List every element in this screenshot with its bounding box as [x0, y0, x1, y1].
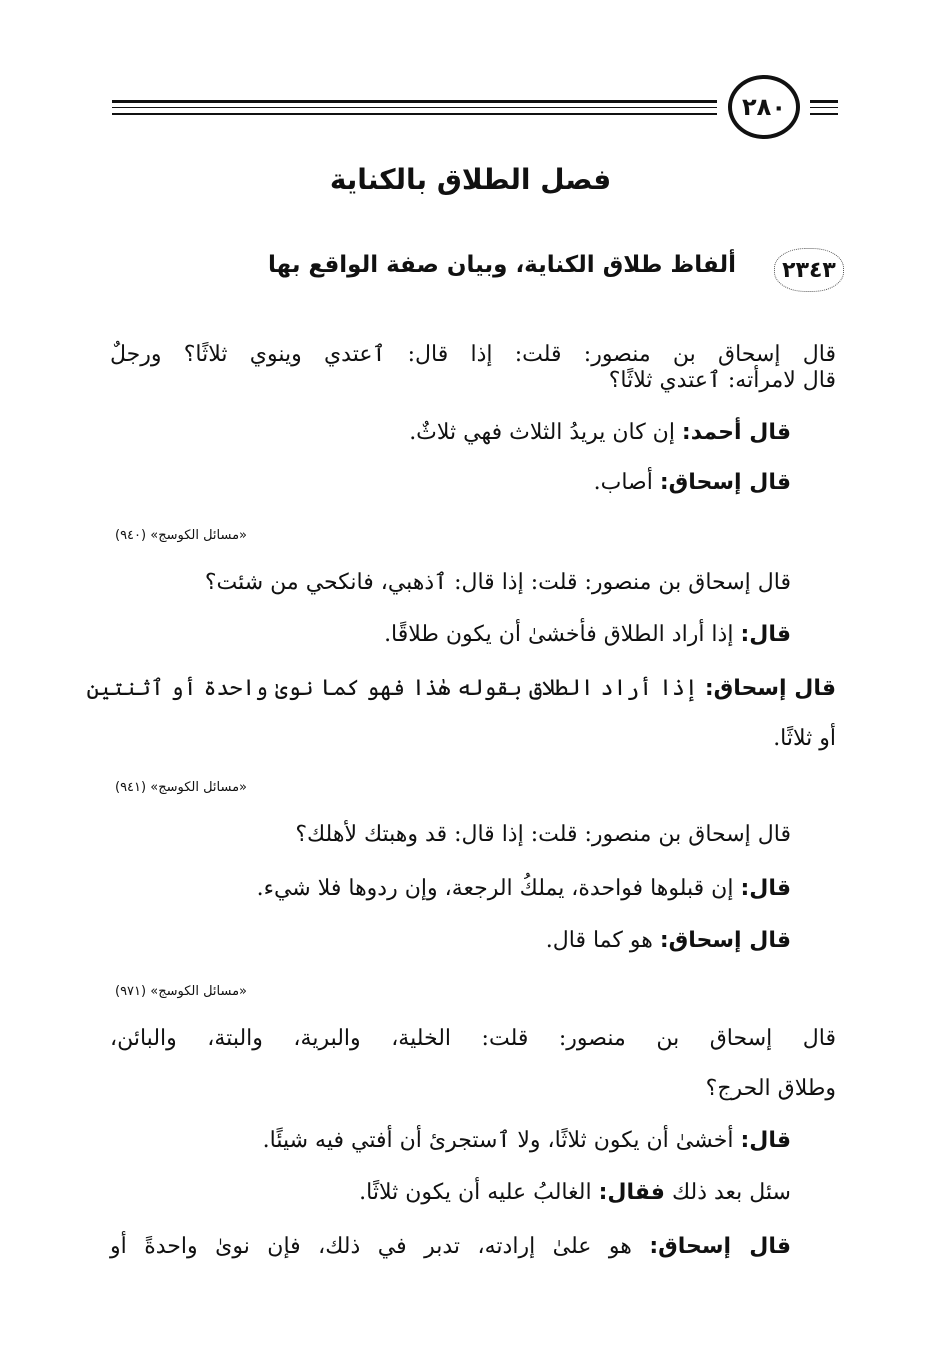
line-text: وطلاق الحرج؟	[705, 1076, 836, 1101]
source-reference: «مسائل الكوسج» (٩٧١)	[115, 984, 248, 999]
line-text: أو ثلاثًا.	[773, 726, 836, 751]
speaker-label: قال إسحاق:	[659, 470, 791, 495]
paragraph-line	[594, 468, 791, 498]
header-rule	[112, 100, 717, 103]
paragraph-line	[609, 366, 836, 396]
line-text: إن كان يريدُ الثلاث فهي ثلاثٌ.	[409, 420, 682, 445]
source-reference: «مسائل الكوسج» (٩٤٠)	[115, 528, 248, 543]
speaker-label: قال:	[740, 876, 791, 901]
speaker-label: قال أحمد:	[681, 420, 791, 445]
page-number: ٢٨٠	[728, 75, 800, 139]
paragraph-line	[409, 418, 791, 448]
speaker-label: قال إسحاق:	[649, 1234, 791, 1259]
line-text: قال إسحاق بن منصور: قلت: إذا قال: ٱذهبي، فانكحي من شئت؟	[204, 570, 791, 595]
line-text: أصاب.	[593, 470, 660, 495]
line-text: قال إسحاق بن منصور: قلت: إذا قال: ٱعتدي وينوي ثلاثًا؟ ورجلٌ	[110, 342, 836, 367]
speaker-label: فقال:	[598, 1180, 665, 1205]
paragraph-line	[546, 926, 791, 956]
line-text: الغالبُ عليه أن يكون ثلاثًا.	[359, 1180, 599, 1205]
paragraph-line	[706, 1074, 836, 1104]
line-text: إن قبلوها فواحدة، يملكُ الرجعة، وإن ردوها فلا شيء.	[256, 876, 741, 901]
speaker-label: قال إسحاق:	[704, 676, 836, 701]
line-text: إذا أراد الطلاق بقوله هٰذا فهو كما نوىٰ واحدة أو ٱثنتين	[86, 676, 705, 701]
paragraph-line	[86, 674, 836, 704]
paragraph-line	[295, 820, 791, 850]
speaker-label: قال:	[740, 1128, 791, 1153]
line-text: هو علىٰ إرادته، تدبر في ذلك، فإن نوىٰ واحدةً أو	[110, 1234, 650, 1259]
paragraph-line	[263, 1126, 791, 1156]
header-rule	[810, 100, 838, 103]
paragraph-line	[384, 620, 791, 650]
header-rule	[810, 113, 838, 115]
paragraph-line	[773, 724, 836, 754]
line-text: قال إسحاق بن منصور: قلت: إذا قال: قد وهبتك لأهلك؟	[295, 822, 791, 847]
header-rule	[112, 107, 717, 108]
line-text: هو كما قال.	[545, 928, 660, 953]
paragraph-line	[257, 874, 791, 904]
section-number: ٢٣٤٣	[782, 257, 836, 283]
header-rule	[112, 113, 717, 115]
line-text: قال لامرأته: ٱعتدي ثلاثًا؟	[608, 368, 836, 393]
source-reference: «مسائل الكوسج» (٩٤١)	[115, 780, 248, 795]
paragraph-line	[205, 568, 791, 598]
paragraph-line	[359, 1178, 791, 1208]
speaker-label: قال إسحاق:	[659, 928, 791, 953]
line-text: إذا أراد الطلاق فأخشىٰ أن يكون طلاقًا.	[384, 622, 741, 647]
chapter-title: فصل الطلاق بالكناية	[329, 163, 612, 196]
line-text: أخشىٰ أن يكون ثلاثًا، ولا ٱستجرئ أن أفتي فيه شيئًا.	[262, 1128, 741, 1153]
section-title: ألفاظ طلاق الكناية، وبيان صفة الواقع بها	[268, 252, 736, 278]
line-text: قال إسحاق بن منصور: قلت: الخلية، والبرية، والبتة، والبائن،	[110, 1026, 836, 1051]
header-rule	[810, 107, 838, 108]
section-number-ornament	[768, 246, 850, 294]
speaker-label: قال:	[740, 622, 791, 647]
line-text: سئل بعد ذلك	[664, 1180, 791, 1205]
paragraph-line	[110, 1024, 836, 1054]
paragraph-line	[110, 1232, 791, 1262]
